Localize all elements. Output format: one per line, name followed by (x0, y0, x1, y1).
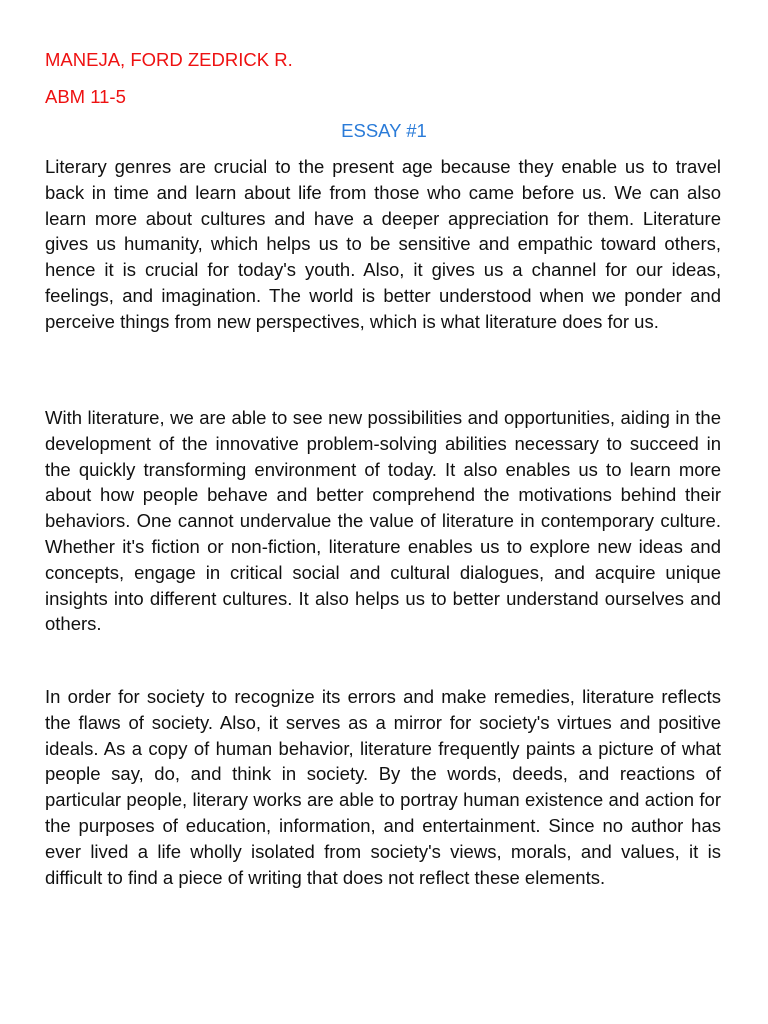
essay-title: ESSAY #1 (341, 120, 427, 141)
essay-paragraph-3: In order for society to recognize its errors and make remedies, literature reflects the flaws of society. Also, it serves as a mirror for society's virtues and positive ideals. As a copy of human behavior, literature frequently paints a picture of what people say, do, and think in society. By the words, deeds, and reactions of particular people, literary works are able to portray human existence and action for the purposes of education, information, and entertainment. Since no author has ever lived a life wholly isolated from society's views, morals, and values, it is difficult to find a piece of writing that does not reflect these elements. (45, 686, 721, 888)
student-name: MANEJA, FORD ZEDRICK R. (45, 49, 293, 70)
class-section: ABM 11-5 (45, 86, 126, 107)
essay-paragraph-1: Literary genres are crucial to the present age because they enable us to travel back in time and learn about life from those who came before us. We can also learn more about cultures and have a deeper appreciation for them. Literature gives us humanity, which helps us to be sensitive and empathic toward others, hence it is crucial for today's youth. Also, it gives us a channel for our ideas, feelings, and imagination. The world is better understood when we ponder and perceive things from new perspectives, which is what literature does for us. (45, 156, 721, 332)
essay-paragraph-2: With literature, we are able to see new possibilities and opportunities, aiding in the development of the innovative problem-solving abilities necessary to succeed in the quickly transforming environment of today. It also enables us to learn more about how people behave and better comprehend the motivations behind their behaviors. One cannot undervalue the value of literature in contemporary culture. Whether it's fiction or non-fiction, literature enables us to explore new ideas and concepts, engage in critical social and cultural dialogues, and acquire unique insights into different cultures. It also helps us to better understand ourselves and others. (45, 407, 721, 635)
